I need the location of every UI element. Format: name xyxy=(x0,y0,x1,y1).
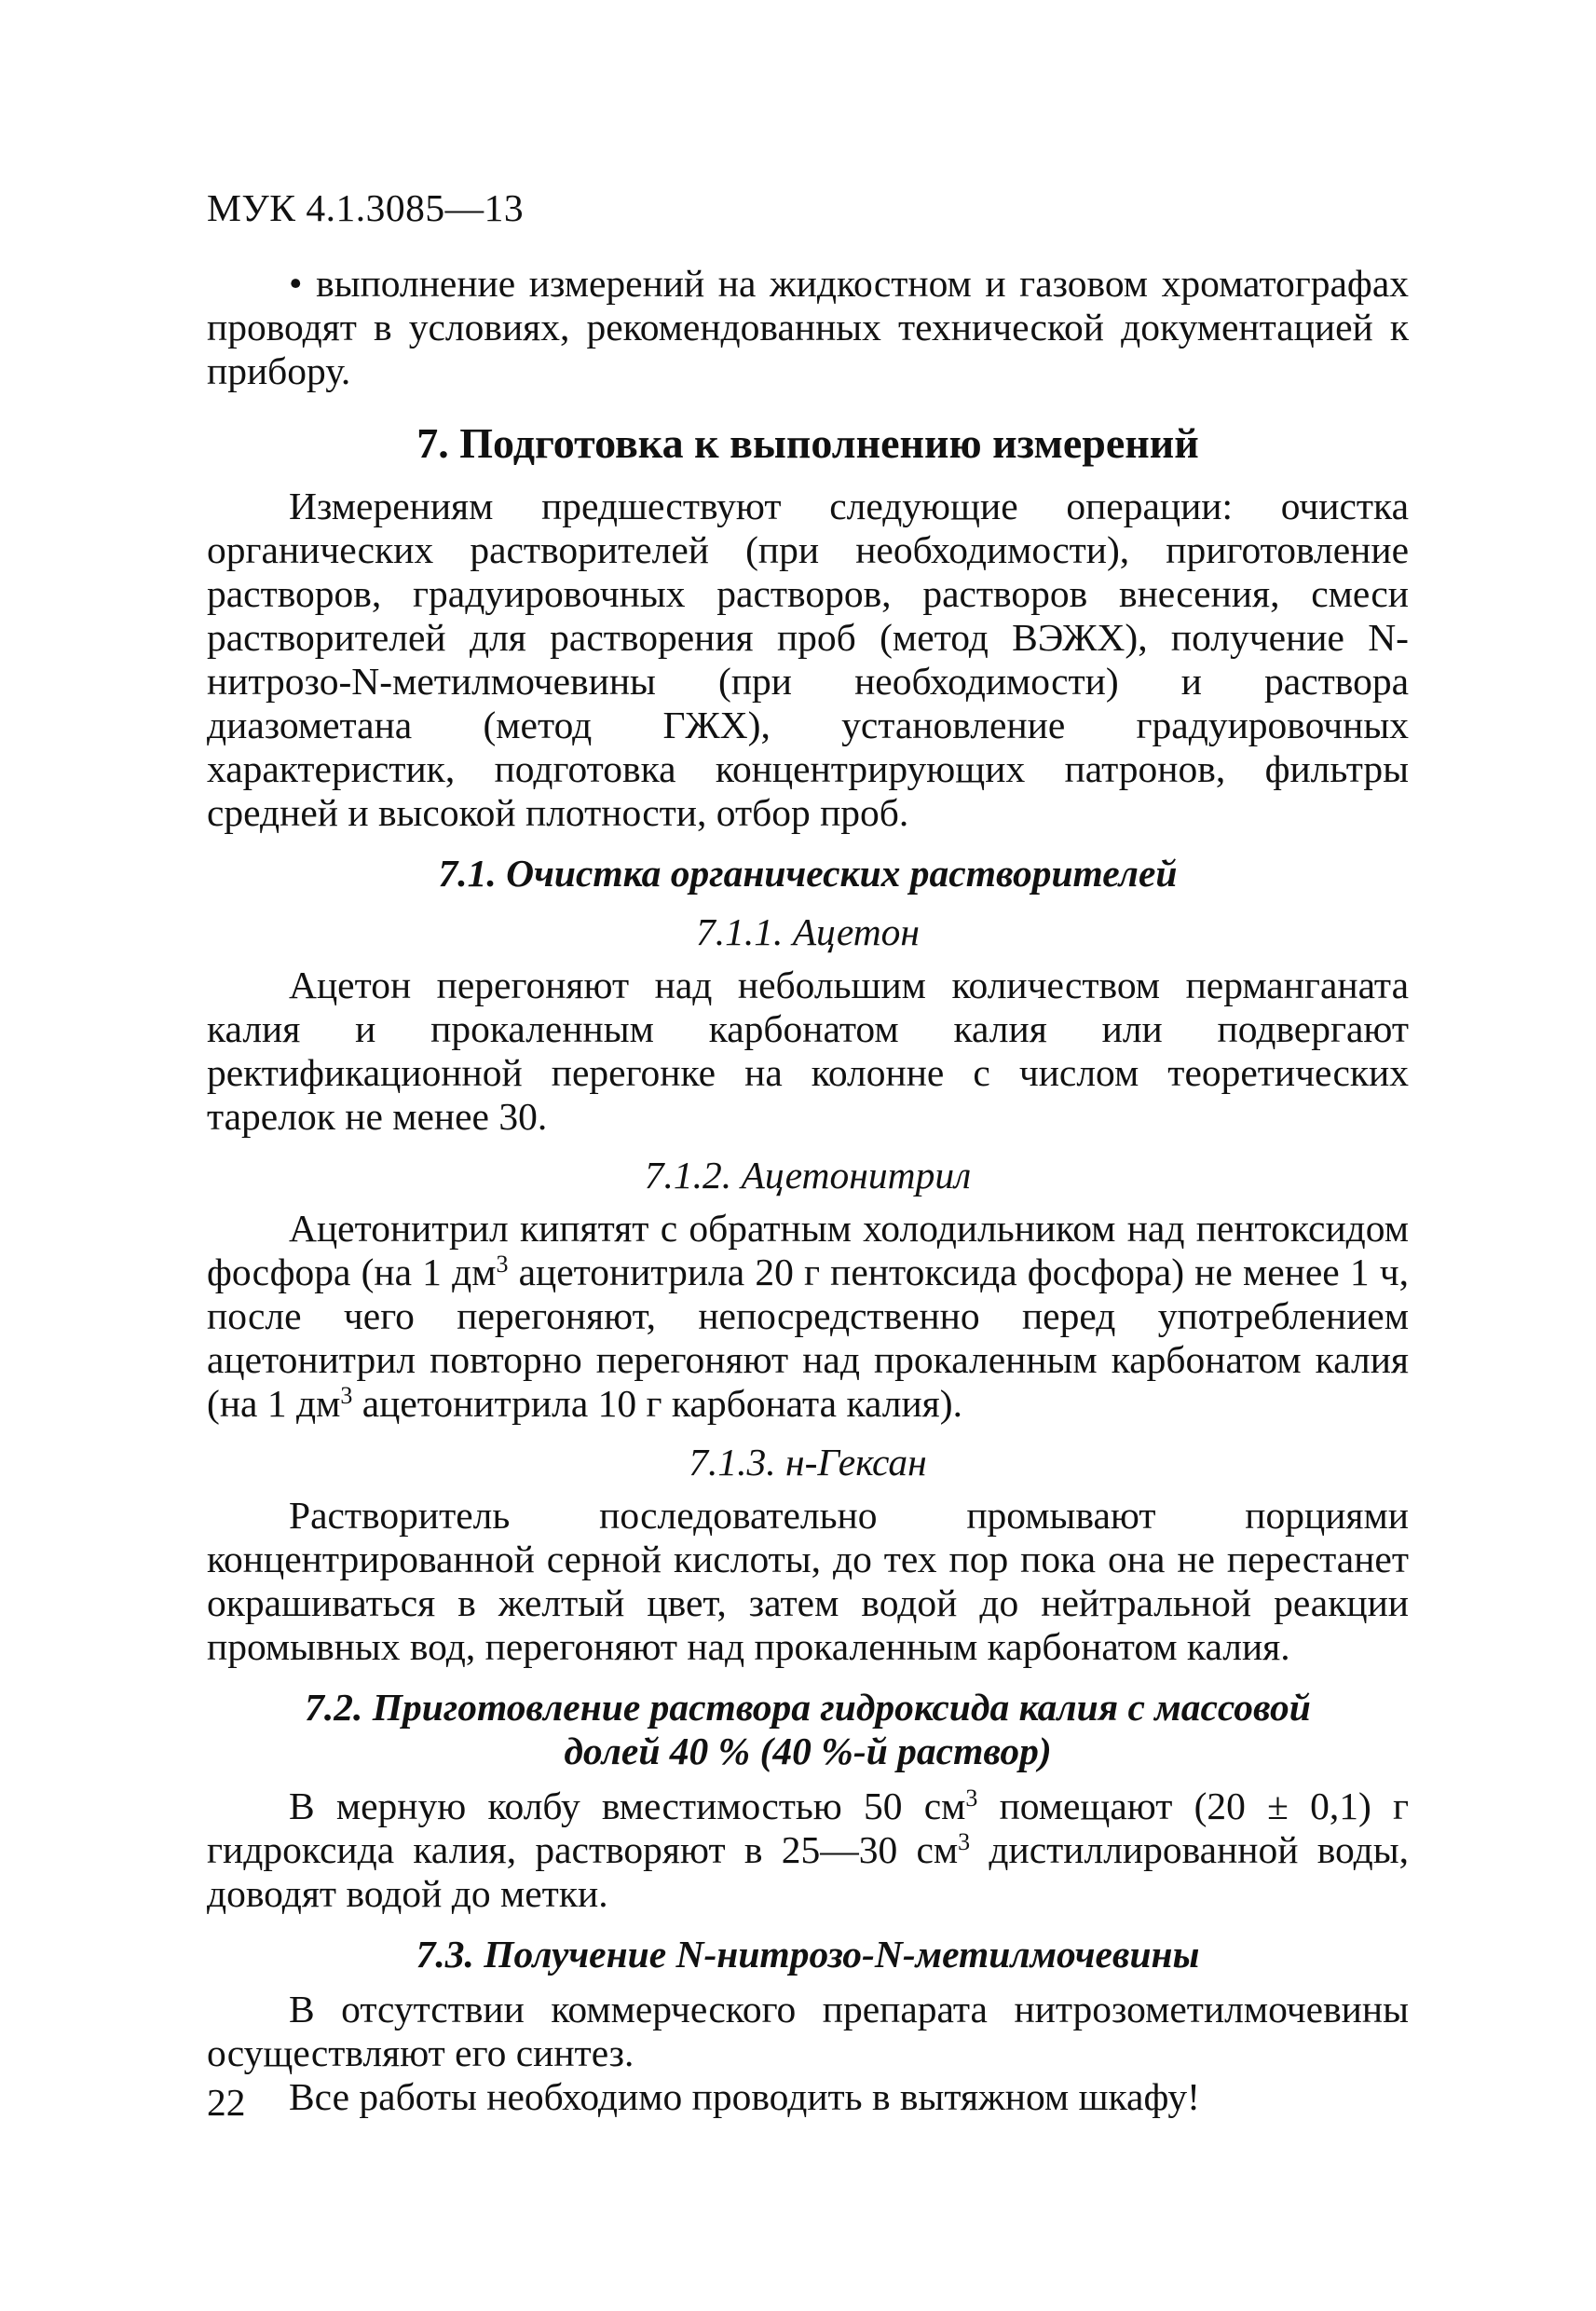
section-7-1-heading: 7.1. Очистка органических растворителей xyxy=(438,852,1178,895)
section-7-2-paragraph xyxy=(207,1785,1409,1916)
text-run: дистиллированной воды, доводят водой до метки. xyxy=(207,1828,1409,1915)
text-run: В мерную колбу вместимостью 50 см xyxy=(289,1785,966,1827)
text-run: ацетонитрила 20 г пентоксида фосфора) не менее 1 ч, после чего перегоняют, непосредственно перед употреблением ацетонитрил повторно перегоняют над прокаленным карбонатом калия (на 1 дм xyxy=(207,1251,1409,1425)
superscript-3: 3 xyxy=(965,1785,978,1812)
page-number: 22 xyxy=(207,2081,246,2124)
section-7-1-1-heading: 7.1.1. Ацетон xyxy=(695,910,921,953)
section-7-1-3-paragraph: Растворитель последовательно промывают порциями концентрированной серной кислоты, до тех пор пока она не перестанет окрашиваться в желтый цвет, затем водой до нейтральной реакции промывных вод, перегоняют над прокаленным карбонатом калия. xyxy=(207,1494,1409,1668)
heading-line-1: 7.2. Приготовление раствора гидроксида калия с массовой xyxy=(305,1686,1311,1729)
section-7-1-2-heading: 7.1.2. Ацетонитрил xyxy=(644,1154,972,1197)
text-run: Ацетонитрил кипятят с обратным холодильником над пентоксидом фосфора (на 1 дм xyxy=(207,1207,1409,1293)
section-7-1-3-heading: 7.1.3. н-Гексан xyxy=(689,1441,927,1484)
section-7-paragraph: Измерениям предшествуют следующие операции: очистка органических растворителей (при необходимости), приготовление растворов, градуировочных растворов, растворов внесения, смеси растворителей для растворения проб (метод ВЭЖХ), получение N-нитрозо-N-метилмочевины (при необходимости) и раствора диазометана (метод ГЖХ), установление градуировочных характеристик, подготовка концентрирующих патронов, фильтры средней и высокой плотности, отбор проб. xyxy=(207,485,1409,834)
section-7-3-paragraph-2: Все работы необходимо проводить в вытяжном шкафу! xyxy=(289,2075,1200,2118)
document-code-header: МУК 4.1.3085—13 xyxy=(207,186,525,229)
superscript-3: 3 xyxy=(496,1251,509,1278)
heading-line-2: долей 40 % (40 %-й раствор) xyxy=(564,1730,1052,1772)
section-7-2-heading xyxy=(207,1686,1409,1773)
section-7-1-1-paragraph: Ацетон перегоняют над небольшим количеством перманганата калия и прокаленным карбонатом калия или подвергают ректификационной перегонке на колонне с числом теоретических тарелок не менее 30. xyxy=(207,964,1409,1138)
text-run: помещают (20 ± 0,1) г гидроксида калия, растворяют в 25—30 см xyxy=(207,1785,1409,1871)
intro-bullet-paragraph: • выполнение измерений на жидкостном и газовом хроматографах проводят в условиях, рекомендованных технической документацией к прибору. xyxy=(207,262,1409,392)
text-run: ацетонитрила 10 г карбоната калия). xyxy=(352,1382,962,1425)
section-7-heading: 7. Подготовка к выполнению измерений xyxy=(416,419,1199,467)
section-7-3-paragraph-1: В отсутствии коммерческого препарата нитрозометилмочевины осуществляют его синтез. xyxy=(207,1988,1409,2074)
superscript-3: 3 xyxy=(958,1828,971,1855)
section-7-3-heading: 7.3. Получение N-нитрозо-N-метилмочевины xyxy=(416,1933,1200,1976)
superscript-3: 3 xyxy=(340,1382,353,1409)
page-content xyxy=(207,186,1409,2119)
section-7-1-2-paragraph xyxy=(207,1207,1409,1426)
